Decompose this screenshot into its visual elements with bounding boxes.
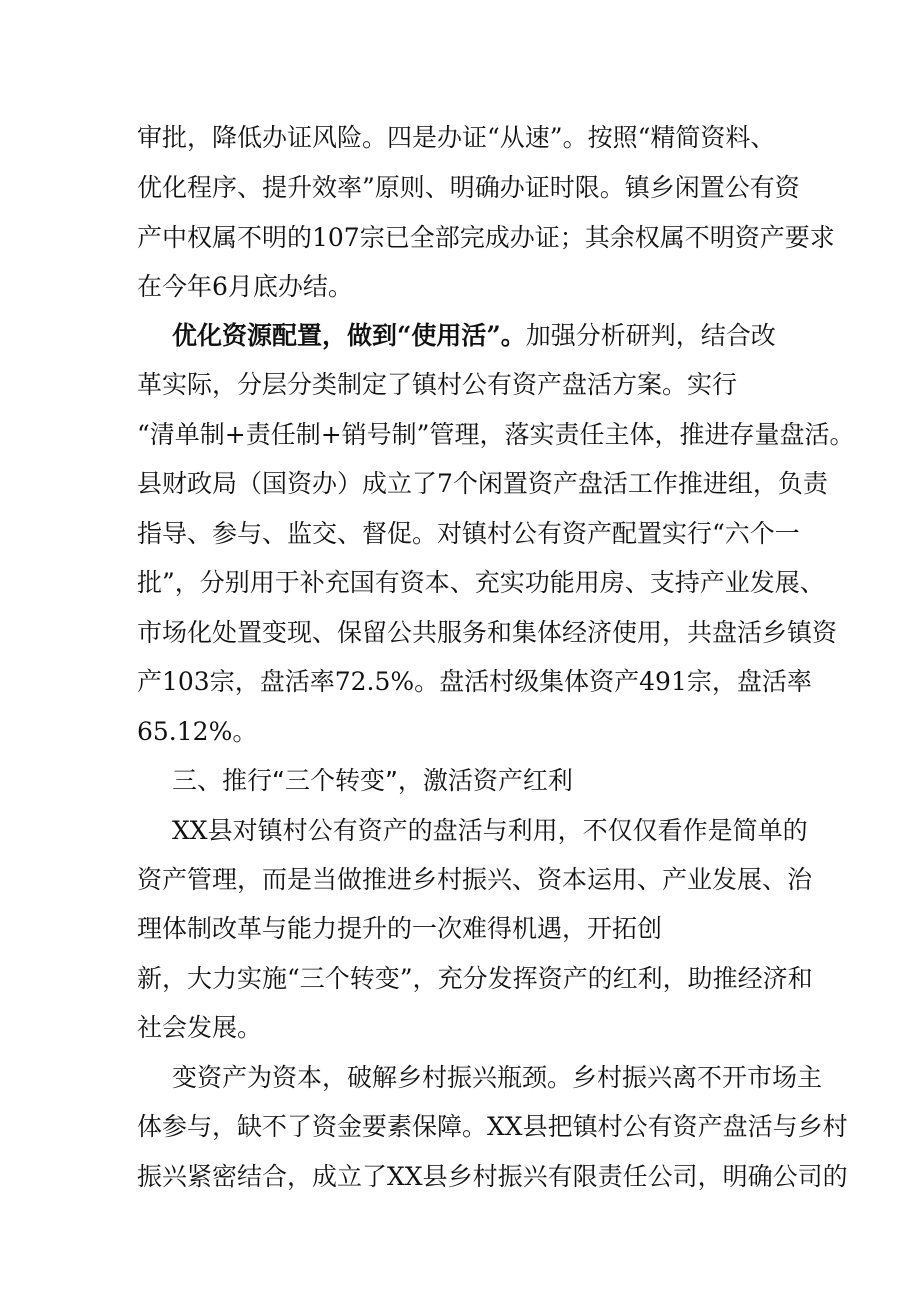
paragraph-2-lead: 优化资源配置，做到“使用活”。 bbox=[172, 321, 526, 350]
section-heading: 三、推行“三个转变”，激活资产红利 bbox=[172, 766, 573, 795]
paragraph-1-line-2: 优化程序、提升效率”原则、明确办证时限。镇乡闲置公有资 bbox=[137, 173, 800, 202]
paragraph-2-line-8: 产103宗，盘活率72.5%。盘活村级集体资产491宗，盘活率 bbox=[137, 667, 812, 696]
paragraph-2-line-9: 65.12%。 bbox=[137, 717, 258, 746]
paragraph-3-line-4: 新，大力实施“三个转变”，充分发挥资产的红利，助推经济和 bbox=[137, 964, 813, 993]
paragraph-2-line-7: 市场化处置变现、保留公共服务和集体经济使用，共盘活乡镇资 bbox=[137, 618, 838, 647]
paragraph-3-line-5: 社会发展。 bbox=[137, 1013, 263, 1042]
paragraph-1-line-4: 在今年6月底办结。 bbox=[137, 272, 353, 301]
paragraph-2-line-4: 县财政局（国资办）成立了7个闲置资产盘活工作推进组，负责 bbox=[137, 469, 828, 498]
paragraph-4-line-3: 振兴紧密结合，成立了XX县乡村振兴有限责任公司，明确公司的 bbox=[137, 1162, 848, 1191]
paragraph-3-line-3: 理体制改革与能力提升的一次难得机遇，开拓创 bbox=[137, 914, 663, 943]
paragraph-2-line-1 bbox=[172, 320, 776, 352]
paragraph-2-line-3: “清单制+责任制+销号制”管理，落实责任主体，推进存量盘活。 bbox=[137, 420, 855, 449]
paragraph-2-line-2: 革实际，分层分类制定了镇村公有资产盘活方案。实行 bbox=[137, 370, 738, 399]
paragraph-2-line-6: 批”，分别用于补充国有资本、充实功能用房、支持产业发展、 bbox=[137, 568, 825, 597]
paragraph-2-line-5: 指导、参与、监交、督促。对镇村公有资产配置实行“六个一 bbox=[137, 519, 800, 548]
paragraph-3-line-2: 资产管理，而是当做推进乡村振兴、资本运用、产业发展、治 bbox=[137, 865, 813, 894]
paragraph-1-line-1: 审批，降低办证风险。四是办证“从速”。按照“精简资料、 bbox=[137, 123, 776, 152]
paragraph-4-line-1: 变资产为资本，破解乡村振兴瓶颈。乡村振兴离不开市场主 bbox=[172, 1063, 823, 1092]
paragraph-2-line-1-text: 加强分析研判，结合改 bbox=[525, 321, 776, 350]
paragraph-1-line-3: 产中权属不明的107宗已全部完成办证；其余权属不明资产要求 bbox=[137, 223, 835, 252]
paragraph-4-line-2: 体参与，缺不了资金要素保障。XX县把镇村公有资产盘活与乡村 bbox=[137, 1112, 848, 1141]
paragraph-3-line-1: XX县对镇村公有资产的盘活与利用，不仅仅看作是简单的 bbox=[172, 816, 808, 845]
